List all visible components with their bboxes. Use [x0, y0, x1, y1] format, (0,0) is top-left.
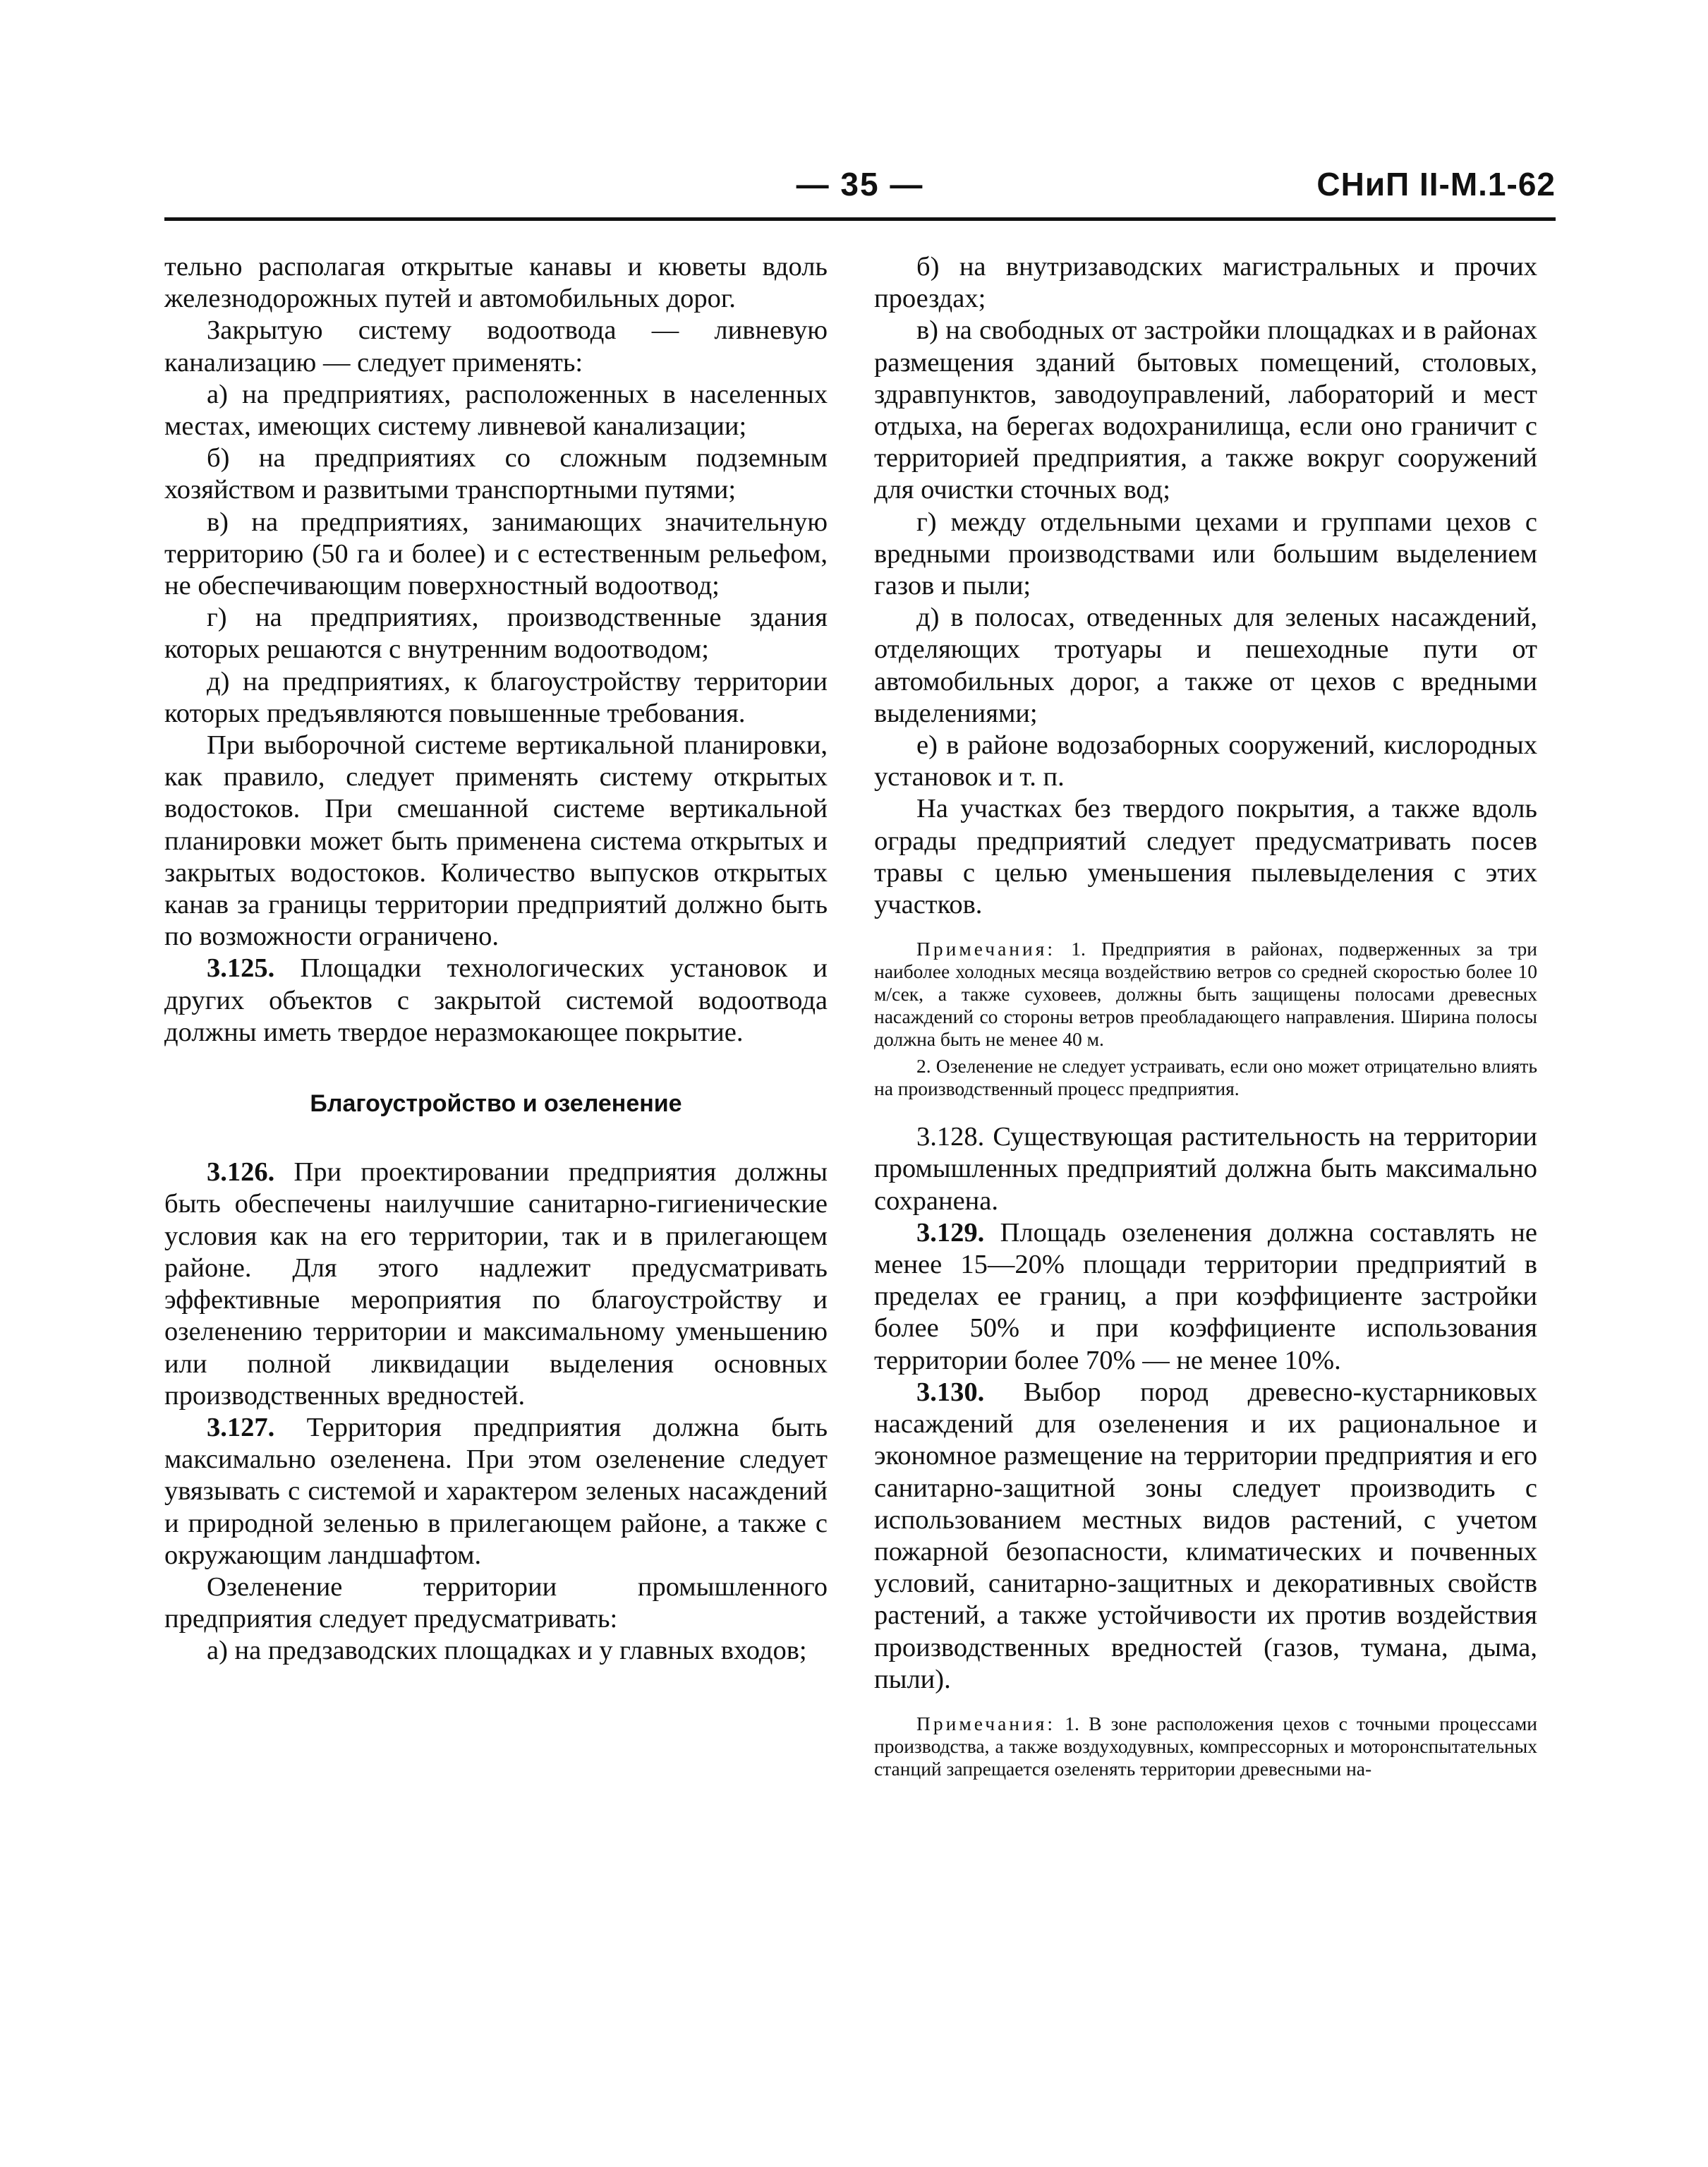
clause-3-126: [164, 1157, 828, 1412]
document-code: СНиП II-М.1-62: [1316, 166, 1556, 203]
clause-3-128: [874, 1121, 1537, 1217]
left-column: [164, 251, 828, 1667]
clause-3-130: [874, 1377, 1537, 1696]
note-1: [874, 1713, 1537, 1780]
clause-text: Площадки технологических установок и других объектов с закрытой системой водоотвода должны иметь твердое неразмокающее покрытие.: [164, 953, 828, 1047]
list-item: б) на предприятиях со сложным подземным хозяйством и развитыми транспортными путями;: [164, 443, 828, 505]
note-text: 1. Предприятия в районах, подверженных за три наиболее холодных месяца воздействию ветров со средней скоростью более 10 м/сек, а также суховеев, должны быть защищены полосами древесных насаждений со стороны ветров преобладающего направления. Ширина полосы должна быть не менее 40 м.: [874, 938, 1537, 1051]
clause-text: Территория предприятия должна быть максимально озеленена. При этом озеленение следует увязывать с системой и характером зеленых насаждений и природной зеленью в прилегающем районе, а также с окружающим ландшафтом.: [164, 1412, 828, 1570]
note-text: 1. В зоне расположения цехов с точными процессами производства, а также воздуходувных, компрессорных и моторонспытательных станций запрещается озеленять территории древесными на-: [874, 1712, 1537, 1780]
paragraph: Закрытую систему водоотвода — ливневую канализацию — следует применять:: [164, 315, 828, 378]
list-item: а) на предзаводских площадках и у главных входов;: [207, 1636, 807, 1666]
section-heading: Благоустройство и озеленение: [310, 1090, 682, 1118]
list-item: в) на свободных от застройки площадках и в районах размещения зданий бытовых помещений, столовых, здравпунктов, заводоуправлений, лабораторий и мест отдыха, на берегах водохранилища, если оно граничит с территорией предприятия, а также вокруг сооружений для очистки сточных вод;: [874, 315, 1537, 505]
list-item: д) в полосах, отведенных для зеленых насаждений, отделяющих тротуары и пешеходные пути от автомобильных дорог, а также от цехов с вредными выделениями;: [874, 603, 1537, 728]
list-item: д) на предприятиях, к благоустройству территории которых предъявляются повышенные требования.: [164, 666, 828, 728]
clause-number: 3.125.: [207, 953, 275, 984]
note-1: [874, 938, 1537, 1051]
list-item: е) в районе водозаборных сооружений, кислородных установок и т. п.: [874, 730, 1537, 792]
list-item: в) на предприятиях, занимающих значительную территорию (50 га и более) и с естественным рельефом, не обеспечивающим поверхностный водоотвод;: [164, 507, 828, 601]
paragraph: тельно располагая открытые канавы и кюветы вдоль железнодорожных путей и автомобильных дорог.: [164, 252, 828, 314]
list-item: г) между отдельными цехами и группами цехов с вредными производствами или большим выделением газов и пыли;: [874, 507, 1537, 601]
clause-number: 3.128.: [916, 1122, 985, 1152]
clause-number: 3.129.: [916, 1217, 985, 1248]
clause-3-129: [874, 1217, 1537, 1377]
list-item: г) на предприятиях, производственные здания которых решаются с внутренним водоотводом;: [164, 603, 828, 665]
clause-text: Существующая растительность на территории промышленных предприятий должна быть максимально сохранена.: [874, 1122, 1537, 1216]
notes-label: Примечания:: [916, 938, 1056, 960]
list-item: б) на внутризаводских магистральных и прочих проездах;: [874, 252, 1537, 314]
clause-text: При проектировании предприятия должны быть обеспечены наилучшие санитарно-гигиенические условия как на его территории, так и в прилегающем районе. Для этого надлежит предусматривать эффективные мероприятия по благоустройству и озеленению территории и максимальному уменьшению или полной ликвидации выделения основных производственных вредностей.: [164, 1157, 828, 1411]
clause-text: Выбор пород древесно-кустарниковых насаждений для озеленения и их рациональное и экономное размещение на территории предприятия и его санитарно-защитной зоны следует производить с использованием местных видов растений, с учетом пожарной безопасности, климатических и почвенных условий, санитарно-защитных и декоративных свойств растений, а также устойчивости их против воздействия производственных вредностей (газов, тумана, дыма, пыли).: [874, 1377, 1537, 1694]
note-2: 2. Озеленение не следует устраивать, если оно может отрицательно влиять на производственный процесс предприятия.: [874, 1055, 1537, 1100]
notes-label: Примечания:: [916, 1712, 1056, 1734]
page-number: — 35 —: [796, 166, 924, 203]
right-column: [874, 251, 1537, 1801]
clause-number: 3.126.: [207, 1157, 275, 1188]
paragraph: На участках без твердого покрытия, а также вдоль ограды предприятий следует предусматривать посев травы с целью уменьшения пылевыделения с этих участков.: [874, 794, 1537, 920]
clause-3-127: [164, 1412, 828, 1571]
paragraph: Озеленение территории промышленного предприятия следует предусматривать:: [164, 1571, 828, 1634]
clause-text: Площадь озеленения должна составлять не менее 15—20% площади территории предприятий в пределах ее границ, а при коэффициенте застройки более 50% и при коэффициенте использования территории более 70% — не менее 10%.: [874, 1217, 1537, 1375]
list-item: а) на предприятиях, расположенных в населенных местах, имеющих систему ливневой канализации;: [164, 379, 828, 442]
notes-block: [874, 938, 1537, 1100]
notes-block: [874, 1713, 1537, 1780]
paragraph: При выборочной системе вертикальной планировки, как правило, следует применять систему открытых водостоков. При смешанной системе вертикальной планировки может быть применена система открытых и закрытых водостоков. Количество выпусков открытых канав за границы территории предприятий должно быть по возможности ограничено.: [164, 730, 828, 952]
clause-number: 3.127.: [207, 1412, 275, 1442]
page-header: [164, 161, 1556, 221]
clause-3-125: [164, 953, 828, 1049]
clause-number: 3.130.: [916, 1377, 985, 1407]
